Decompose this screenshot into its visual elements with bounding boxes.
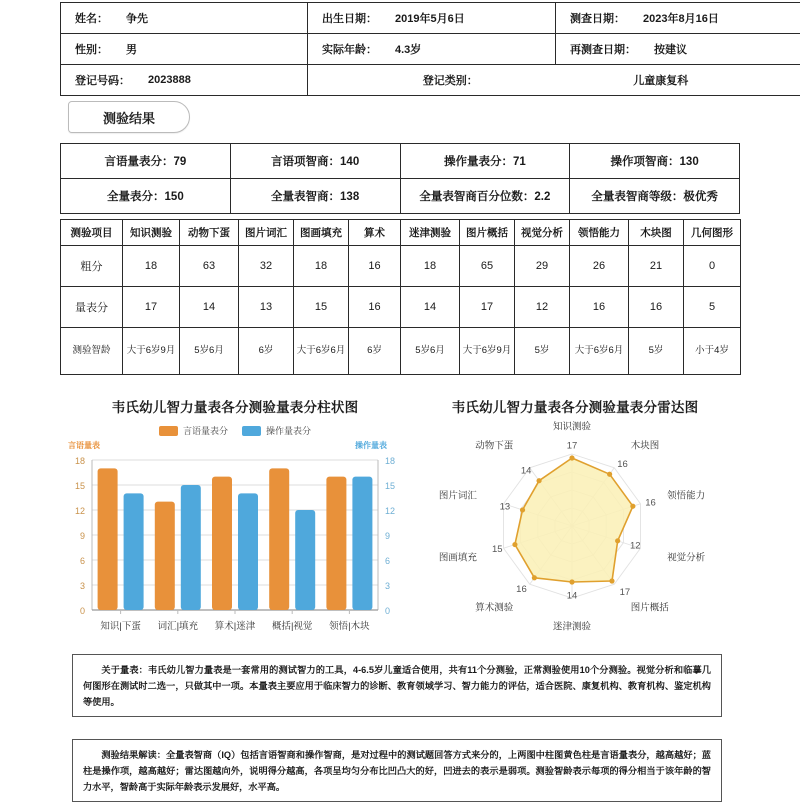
info-cell-gender [61,34,308,65]
label-registration-number: 登记号码： [75,72,130,88]
left-axis-tick-15: 15 [75,481,85,491]
value-birthdate: 2019年5月6日 [395,10,465,26]
right-axis-tick-12: 12 [385,506,395,516]
left-axis-tick-3: 3 [80,581,85,591]
right-axis-tick-0: 0 [385,606,390,616]
cell-scale-score-6: 17 [460,287,515,328]
radar-point-5 [569,579,574,584]
radar-category-label-3: 视觉分析 [667,551,706,563]
radar-point-1 [607,472,612,477]
left-axis-tick-6: 6 [80,556,85,566]
column-header-1: 动物下蛋 [180,220,239,246]
value-retestdate: 按建议 [654,41,687,57]
radar-point-9 [536,478,541,483]
bar-performance-2 [238,493,258,610]
summary-full-scale-percentile: 全量表智商百分位数：2.2 [400,179,570,214]
summary-full-scale-grade: 全量表智商等级：极优秀 [570,179,740,214]
x-axis-label-3: 概括|视觉 [272,620,313,632]
radar-value-3: 12 [630,540,641,551]
radar-category-label-4: 图片概括 [631,601,670,613]
subtest-scores-table [60,219,741,375]
radar-value-5: 14 [567,591,578,602]
radar-point-6 [532,575,537,580]
row-label-raw-score: 粗分 [61,246,123,287]
table-row [61,144,740,179]
bar-performance-3 [295,510,315,610]
cell-raw-score-3: 18 [294,246,349,287]
table-row [61,246,741,287]
label-gender: 性别： [75,41,108,57]
left-axis-tick-0: 0 [80,606,85,616]
radar-chart [412,414,732,649]
cell-scale-score-1: 14 [180,287,239,328]
radar-value-4: 17 [620,587,631,598]
radar-point-3 [615,538,620,543]
radar-category-label-5: 迷津测验 [553,621,592,633]
info-cell-testdate [556,3,800,34]
radar-value-9: 14 [521,466,532,477]
table-row [61,3,800,34]
info-cell-registration-number [61,65,308,96]
cell-test-age-8: 大于6岁6月 [570,328,629,375]
value-registration-number: 2023888 [148,74,191,86]
right-axis-tick-18: 18 [385,456,395,466]
cell-raw-score-7: 29 [515,246,570,287]
cell-scale-score-9: 16 [629,287,684,328]
column-header-10: 几何图形 [684,220,741,246]
bar-performance-4 [352,477,372,610]
row-label-header: 测验项目 [61,220,123,246]
cell-raw-score-6: 65 [460,246,515,287]
summary-verbal-scale-score: 言语量表分：79 [61,144,231,179]
bar-performance-1 [181,485,201,610]
label-birthdate: 出生日期： [322,10,377,26]
radar-value-8: 13 [500,501,511,512]
summary-full-scale-score: 全量表分：150 [61,179,231,214]
cell-raw-score-1: 63 [180,246,239,287]
column-header-3: 图画填充 [294,220,349,246]
table-row [61,179,740,214]
section-tab-test-results[interactable]: 测验结果 [68,101,190,133]
cell-test-age-2: 6岁 [239,328,294,375]
radar-category-label-8: 图片词汇 [439,490,478,502]
summary-verbal-iq: 言语项智商：140 [230,144,400,179]
cell-raw-score-10: 0 [684,246,741,287]
column-header-2: 图片词汇 [239,220,294,246]
row-label-test-age: 测验智龄 [61,328,123,375]
x-axis-label-0: 知识|下蛋 [100,620,141,632]
cell-test-age-4: 6岁 [349,328,401,375]
value-name: 争先 [126,10,148,26]
label-testdate: 测查日期： [570,10,625,26]
radar-category-label-2: 领悟能力 [667,490,705,502]
info-cell-birthdate [308,3,556,34]
value-age: 4.3岁 [395,41,421,57]
bar-verbal-1 [155,502,175,610]
cell-scale-score-10: 5 [684,287,741,328]
legend-swatch-verbal [159,426,178,436]
radar-category-label-7: 图画填充 [439,551,478,563]
row-label-scale-score: 量表分 [61,287,123,328]
cell-raw-score-8: 26 [570,246,629,287]
legend-label-verbal: 言语量表分 [183,424,228,437]
cell-scale-score-7: 12 [515,287,570,328]
table-row [61,287,741,328]
cell-test-age-0: 大于6岁9月 [123,328,180,375]
cell-raw-score-0: 18 [123,246,180,287]
info-cell-name [61,3,308,34]
column-header-8: 领悟能力 [570,220,629,246]
radar-category-label-1: 木块图 [631,440,660,452]
summary-performance-scale-score: 操作量表分：71 [400,144,570,179]
bar-chart-right-axis-title: 操作量表 [355,440,387,451]
x-axis-label-1: 词汇|填充 [158,620,199,632]
bar-verbal-4 [326,477,346,610]
radar-data-polygon [515,458,633,582]
label-registration-category: 登记类别： [423,72,478,88]
radar-chart-title: 韦氏幼儿智力量表各分测验量表分雷达图 [410,396,740,416]
value-gender: 男 [126,41,137,57]
column-header-9: 木块图 [629,220,684,246]
bar-verbal-3 [269,468,289,610]
legend-swatch-performance [242,426,261,436]
radar-category-label-0: 知识测验 [553,421,592,433]
label-name: 姓名： [75,10,108,26]
patient-info-table [60,2,800,96]
legend-item-verbal [159,424,228,437]
note-box-interpretation [72,739,722,802]
right-axis-tick-6: 6 [385,556,390,566]
bar-chart [60,452,410,647]
summary-scores-table [60,143,740,214]
cell-test-age-9: 5岁 [629,328,684,375]
cell-test-age-5: 5岁6月 [401,328,460,375]
note-box-about-scale [72,654,722,717]
value-testdate: 2023年8月16日 [643,10,719,26]
cell-raw-score-2: 32 [239,246,294,287]
radar-value-0: 17 [567,441,578,452]
info-cell-registration-category [308,65,800,96]
bar-verbal-0 [98,468,118,610]
column-header-5: 迷津测验 [401,220,460,246]
column-header-4: 算术 [349,220,401,246]
table-row [61,34,800,65]
bar-verbal-2 [212,477,232,610]
radar-point-0 [569,455,574,460]
left-axis-tick-12: 12 [75,506,85,516]
right-axis-tick-9: 9 [385,531,390,541]
radar-point-7 [512,542,517,547]
legend-item-performance [242,424,311,437]
x-axis-label-4: 领悟|木块 [329,620,370,632]
value-registration-category: 儿童康复科 [633,72,688,88]
right-axis-tick-3: 3 [385,581,390,591]
cell-test-age-7: 5岁 [515,328,570,375]
info-cell-retestdate [556,34,800,65]
radar-value-2: 16 [645,498,656,509]
label-age: 实际年龄： [322,41,377,57]
cell-test-age-6: 大于6岁9月 [460,328,515,375]
table-row [61,220,741,246]
cell-raw-score-9: 21 [629,246,684,287]
bar-performance-0 [124,493,144,610]
bar-chart-title: 韦氏幼儿智力量表各分测验量表分柱状图 [60,396,410,416]
left-axis-tick-9: 9 [80,531,85,541]
cell-raw-score-4: 16 [349,246,401,287]
cell-scale-score-8: 16 [570,287,629,328]
radar-point-2 [630,504,635,509]
cell-test-age-1: 5岁6月 [180,328,239,375]
radar-point-8 [520,507,525,512]
cell-scale-score-2: 13 [239,287,294,328]
info-cell-age [308,34,556,65]
legend-label-performance: 操作量表分 [266,424,311,437]
column-header-7: 视觉分析 [515,220,570,246]
radar-point-4 [609,578,614,583]
right-axis-tick-15: 15 [385,481,395,491]
radar-value-1: 16 [617,459,628,470]
label-retestdate: 再测查日期： [570,41,636,57]
bar-chart-left-axis-title: 言语量表 [68,440,100,451]
cell-test-age-10: 小于4岁 [684,328,741,375]
bar-chart-legend [60,424,410,437]
x-axis-label-2: 算术|迷津 [215,620,256,632]
radar-category-label-6: 算术测验 [475,601,514,613]
note-text-about-scale: 关于量表：韦氏幼儿智力量表是一套常用的测试智力的工具，4-6.5岁儿童适合使用，共有11个分测验，正常测验使用10个分测验。视觉分析和临摹几何图形在测试时二选一，只做其中一项。本量表主要应用于临床智力的诊断、教育领域学习、智力能力的评估，适合医院、康复机构、教育机构、鉴定机构等使用。 [83,662,711,710]
note-text-interpretation: 测验结果解读：全量表智商（IQ）包括言语智商和操作智商，是对过程中的测试题回答方式来分的，上两图中柱图黄色柱是言语量表分，越高越好；蓝柱是操作项，越高越好；雷达图越向外，说明得分越高，各项呈均匀分布比凹凸大的好，凹进去的表示是弱项。测验智龄表示每项的得分相当于该年龄的智力水平，智龄高于实际年龄表示发展好，水平高。 [83,747,711,795]
cell-scale-score-4: 16 [349,287,401,328]
column-header-0: 知识测验 [123,220,180,246]
summary-performance-iq: 操作项智商：130 [570,144,740,179]
table-row [61,328,741,375]
left-axis-tick-18: 18 [75,456,85,466]
cell-raw-score-5: 18 [401,246,460,287]
cell-scale-score-0: 17 [123,287,180,328]
cell-scale-score-3: 15 [294,287,349,328]
cell-scale-score-5: 14 [401,287,460,328]
radar-category-label-9: 动物下蛋 [475,440,514,452]
radar-value-6: 16 [516,584,527,595]
cell-test-age-3: 大于6岁6月 [294,328,349,375]
summary-full-scale-iq: 全量表智商：138 [230,179,400,214]
radar-value-7: 15 [492,544,503,555]
table-row [61,65,800,96]
column-header-6: 图片概括 [460,220,515,246]
